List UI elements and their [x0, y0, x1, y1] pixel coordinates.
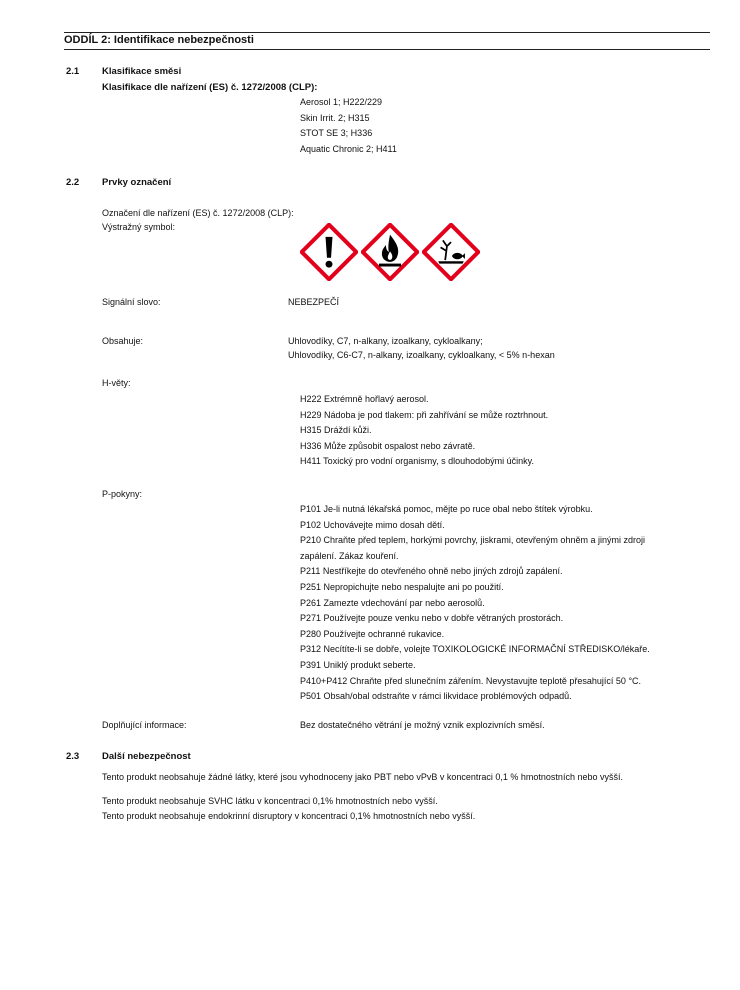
section-header: ODDÍL 2: Identifikace nebezpečnosti [64, 34, 254, 46]
p-statement: P102 Uchovávejte mimo dosah dětí. [300, 519, 445, 530]
contains-value: Uhlovodíky, C6-C7, n-alkany, izoalkany, cykloalkany, < 5% n-hexan [288, 350, 555, 360]
p-statement: P101 Je-li nutná lékařská pomoc, mějte po ruce obal nebo štítek výrobku. [300, 504, 593, 514]
section-2-1-number: 2.1 [66, 66, 80, 77]
label-p-statements: P-pokyny: [102, 489, 143, 499]
classification-item: Aquatic Chronic 2; H411 [300, 143, 397, 154]
label-supplementary-info: Doplňující informace: [102, 720, 187, 730]
classification-item: STOT SE 3; H336 [300, 128, 373, 139]
classification-list [300, 95, 397, 157]
environment-icon [422, 223, 480, 281]
section-2-3-number: 2.3 [66, 751, 80, 762]
contains-value: Uhlovodíky, C7, n-alkany, izoalkany, cykloalkany; [288, 336, 483, 346]
p-statement: P280 Používejte ochranné rukavice. [300, 628, 445, 639]
p-statement: zapálení. Zákaz kouření. [300, 550, 399, 561]
h-statement: H222 Extrémně hořlavý aerosol. [300, 394, 429, 404]
p-statement: P312 Necítíte-li se dobře, volejte TOXIKOLOGICKÉ INFORMAČNÍ STŘEDISKO/lékaře. [300, 644, 650, 655]
other-hazard-line: Tento produkt neobsahuje endokrinní disruptory v koncentraci 0,1% hmotnostních nebo vyšší. [102, 811, 476, 821]
p-statement: P501 Obsah/obal odstraňte v rámci likvidace problémových odpadů. [300, 691, 572, 702]
classification-item: Skin Irrit. 2; H315 [300, 112, 370, 123]
h-statement: H336 Může způsobit ospalost nebo závratě. [300, 440, 476, 451]
signal-word-value: NEBEZPEČÍ [288, 297, 340, 307]
h-statement: H315 Dráždí kůži. [300, 425, 372, 436]
section-2-2-number: 2.2 [66, 177, 80, 188]
label-contains: Obsahuje: [102, 336, 144, 346]
p-statement: P410+P412 Chraňte před slunečním zářením. Nevystavujte teplotě přesahující 50 °C. [300, 675, 642, 686]
p-statement: P251 Nepropichujte nebo nespalujte ani po použití. [300, 581, 504, 592]
section-2-3-title: Další nebezpečnost [102, 751, 191, 762]
other-hazard-line: Tento produkt neobsahuje žádné látky, které jsou vyhodnoceny jako PBT nebo vPvB v koncentraci 0,1 % hmotnostních nebo vyšší. [102, 772, 623, 782]
section-2-1-title: Klasifikace směsi [102, 66, 182, 77]
flame-icon [361, 223, 419, 281]
label-h-statements: H-věty: [102, 378, 131, 388]
header-rule-top [64, 32, 710, 33]
exclamation-mark-icon [300, 223, 358, 281]
h-statement: H411 Toxický pro vodní organismy, s dlouhodobými účinky. [300, 456, 534, 467]
p-statement: P261 Zamezte vdechování par nebo aerosolů. [300, 597, 485, 608]
p-statement: P391 Uniklý produkt seberte. [300, 659, 416, 670]
label-regulation: Označení dle nařízení (ES) č. 1272/2008 (CLP): [102, 208, 294, 218]
p-statements-list [300, 502, 650, 705]
p-statement: P211 Nestříkejte do otevřeného ohně nebo jiných zdrojů zapálení. [300, 566, 563, 577]
label-hazard-symbol: Výstražný symbol: [102, 222, 176, 232]
section-2-2-title: Prvky označení [102, 177, 172, 188]
h-statement: H229 Nádoba je pod tlakem: při zahřívání se může roztrhnout. [300, 409, 549, 420]
other-hazard-line: Tento produkt neobsahuje SVHC látku v koncentraci 0,1% hmotnostních nebo vyšší. [102, 796, 438, 806]
label-signal-word: Signální slovo: [102, 297, 161, 307]
h-statements-list [300, 392, 548, 470]
supplementary-info-value: Bez dostatečného větrání je možný vznik explozivních směsí. [300, 720, 545, 730]
header-rule-bottom [64, 49, 710, 50]
section-2-1-subtitle: Klasifikace dle nařízení (ES) č. 1272/2008 (CLP): [102, 82, 318, 93]
p-statement: P210 Chraňte před teplem, horkými povrchy, jiskrami, otevřeným ohněm a jinými zdroji [300, 535, 645, 546]
classification-item: Aerosol 1; H222/229 [300, 97, 383, 107]
p-statement: P271 Používejte pouze venku nebo v dobře větraných prostorách. [300, 613, 564, 624]
